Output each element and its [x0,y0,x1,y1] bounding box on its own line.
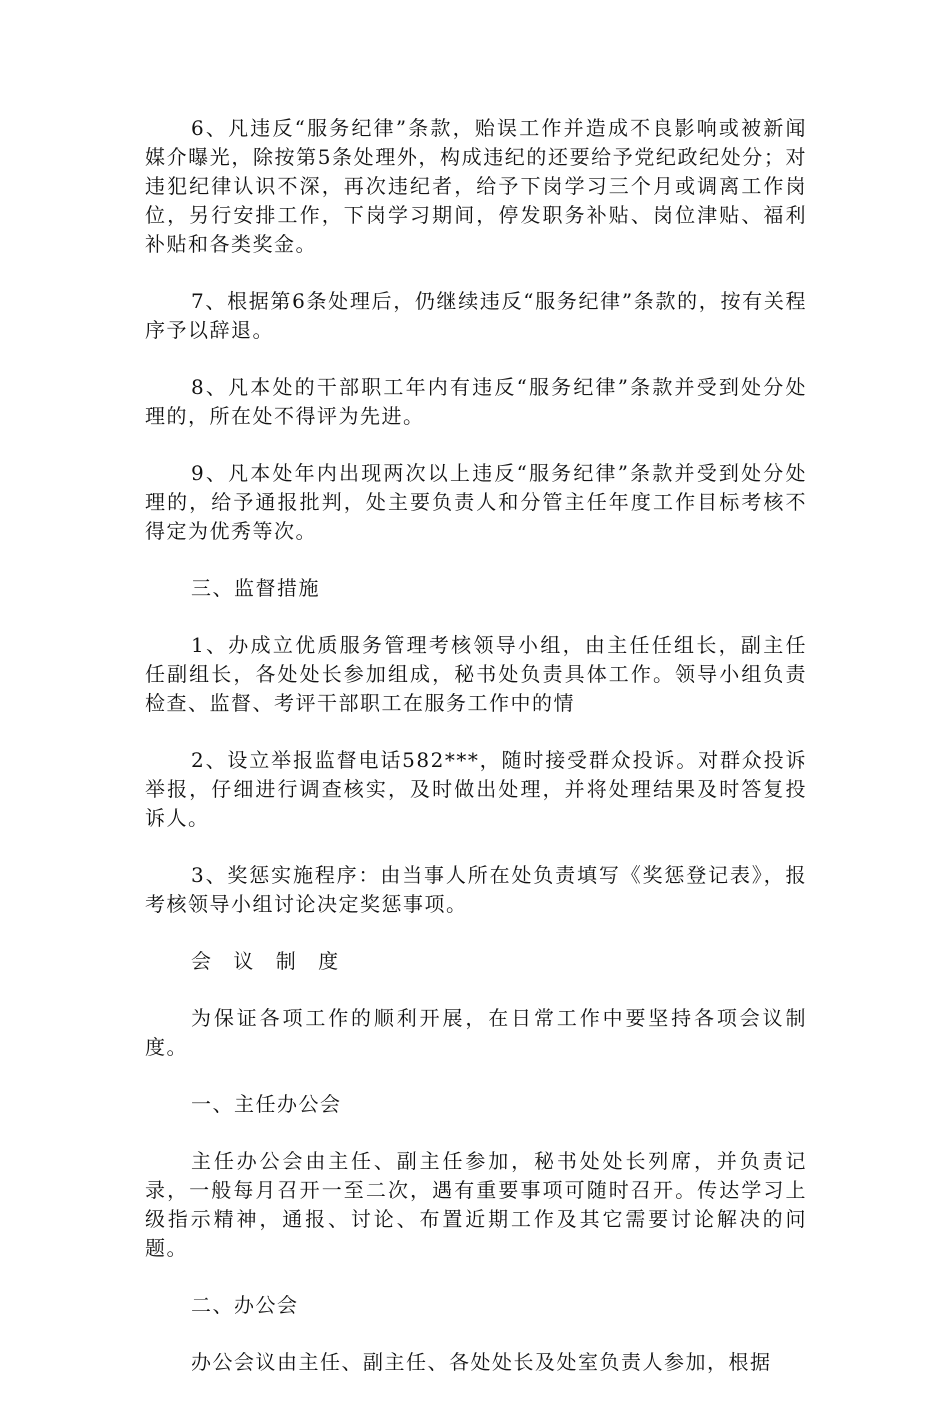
section-heading-director-meeting: 一、主任办公会 [191,1092,342,1116]
paragraph-supervision-2: 2、设立举报监督电话582***，随时接受群众投诉。对群众投诉举报，仔细进行调查核实，及时做出处理，并将处理结果及时答复投诉人。 [145,748,807,830]
paragraph-rule-6: 6、凡违反“服务纪律”条款，贻误工作并造成不良影响或被新闻媒介曝光，除按第5条处理外，构成违纪的还要给予党纪政纪处分；对违犯纪律认识不深，再次违纪者，给予下岗学习三个月或调离工作岗位，另行安排工作，下岗学习期间，停发职务补贴、岗位津贴、福利补贴和各类奖金。 [145,116,807,256]
section-heading-supervision: 三、监督措施 [191,576,320,600]
document-page [145,114,807,1405]
paragraph-supervision-3: 3、奖惩实施程序：由当事人所在处负责填写《奖惩登记表》，报考核领导小组讨论决定奖惩事项。 [145,863,807,916]
paragraph-office-meeting: 办公会议由主任、副主任、各处处长及处室负责人参加，根据 [191,1350,772,1374]
paragraph-rule-7: 7、根据第6条处理后，仍继续违反“服务纪律”条款的，按有关程序予以辞退。 [145,289,807,342]
section-heading-office-meeting: 二、办公会 [191,1293,299,1317]
paragraph-meeting-intro: 为保证各项工作的顺利开展，在日常工作中要坚持各项会议制度。 [145,1006,807,1059]
paragraph-supervision-1: 1、办成立优质服务管理考核领导小组，由主任任组长，副主任任副组长，各处处长参加组成，秘书处负责具体工作。领导小组负责检查、监督、考评干部职工在服务工作中的情 [145,633,807,715]
paragraph-director-meeting: 主任办公会由主任、副主任参加，秘书处处长列席，并负责记录，一般每月召开一至二次，遇有重要事项可随时召开。传达学习上级指示精神，通报、讨论、布置近期工作及其它需要讨论解决的问题。 [145,1149,807,1260]
section-title-meeting-system: 会 议 制 度 [191,949,347,973]
paragraph-rule-8: 8、凡本处的干部职工年内有违反“服务纪律”条款并受到处分处理的，所在处不得评为先进。 [145,375,807,428]
paragraph-rule-9: 9、凡本处年内出现两次以上违反“服务纪律”条款并受到处分处理的，给予通报批判，处主要负责人和分管主任年度工作目标考核不得定为优秀等次。 [145,461,807,543]
